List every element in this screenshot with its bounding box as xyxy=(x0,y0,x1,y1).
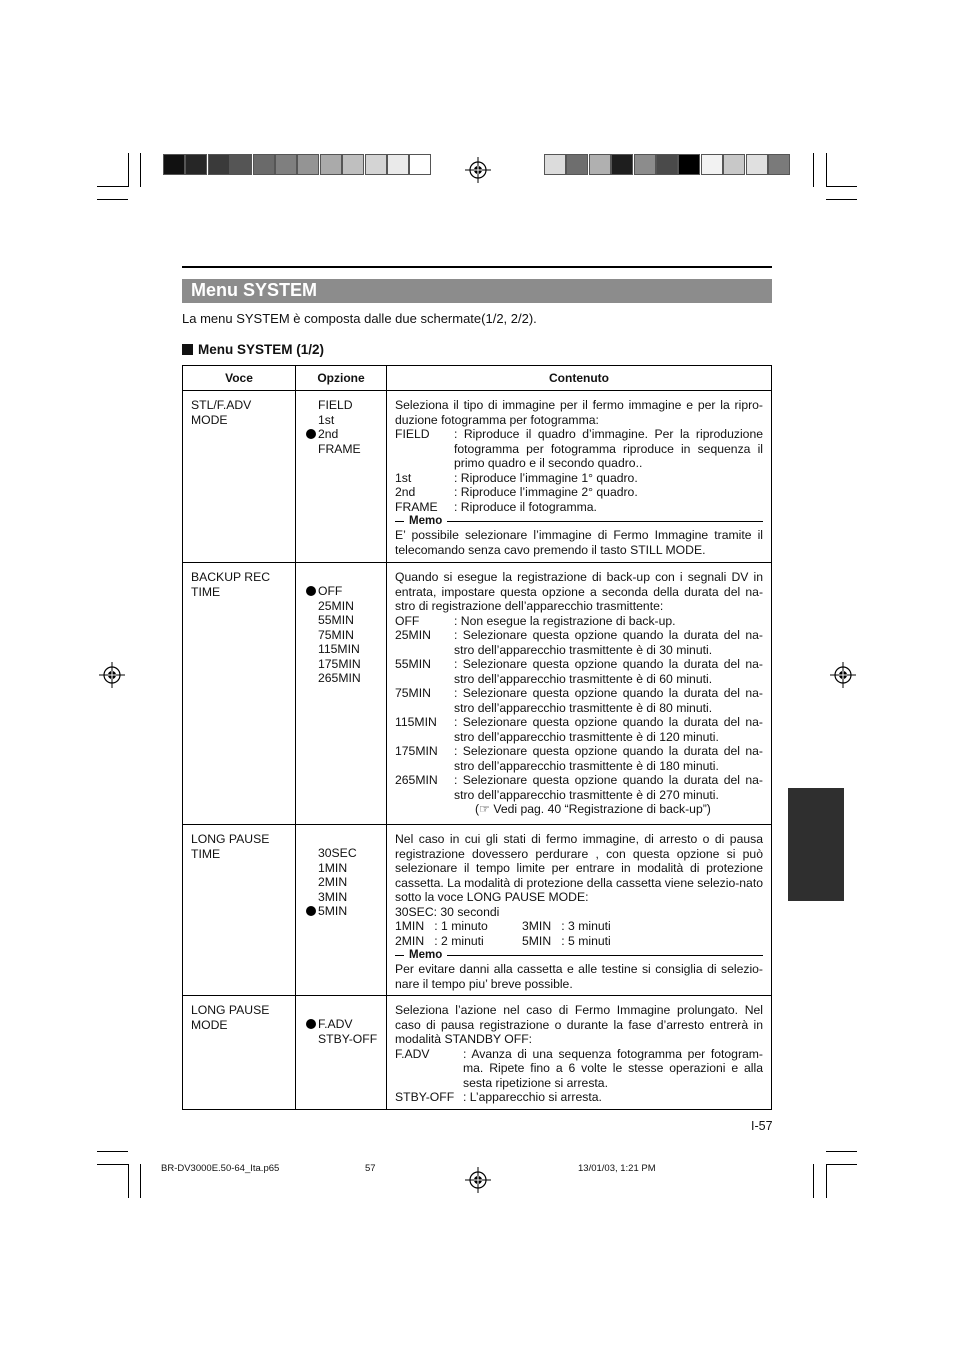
color-swatch xyxy=(768,154,790,175)
option-item: STBY-OFF xyxy=(318,1031,378,1046)
def-key: 175MIN xyxy=(395,744,438,758)
option-item: FIELD xyxy=(318,398,353,412)
header-voce: Voce xyxy=(183,366,296,391)
option-item: 2nd xyxy=(306,427,386,442)
chapter-tab xyxy=(788,788,844,901)
content-cell xyxy=(387,563,772,825)
def-key: FRAME xyxy=(395,499,438,514)
option-item: 3MIN xyxy=(318,889,348,904)
section-title-bar xyxy=(182,279,772,303)
square-bullet-icon xyxy=(182,344,193,355)
description: Quando si esegue la registrazione di back-up con i segnali DV in entrata, impostare questa opzione a seconda della durata del na-stro di registrazione dell’apparecchio trasmittente: xyxy=(395,570,763,613)
color-swatch xyxy=(342,154,364,175)
def-value: : Riproduce l’immagine 1° quadro. xyxy=(454,470,638,485)
def-value: : Selezionare questa opzione quando la durata del na-stro dell’apparecchio trasmittente è di 30 minuti. xyxy=(454,628,763,657)
def-key: 25MIN xyxy=(395,628,431,642)
color-swatch xyxy=(589,154,611,175)
def-key: 115MIN xyxy=(395,715,437,729)
table-row xyxy=(183,825,772,996)
option-item: 265MIN xyxy=(318,671,361,685)
def-value: : L’apparecchio si arresta. xyxy=(463,1090,602,1104)
option-item: 75MIN xyxy=(318,627,354,642)
option-cell xyxy=(296,825,387,996)
voce-cell: BACKUP REC TIME xyxy=(183,563,296,825)
registration-mark-icon xyxy=(99,662,125,688)
header-opzione: Opzione xyxy=(296,366,387,391)
page-number: I-57 xyxy=(751,1119,773,1133)
description: Seleziona il tipo di immagine per il fermo immagine e per la ripro-duzione fotogramma per fotogramma: xyxy=(395,398,763,427)
option-cell xyxy=(296,996,387,1110)
option-item: 1MIN xyxy=(318,860,348,875)
option-item: 55MIN xyxy=(318,613,354,627)
option-item: 25MIN xyxy=(318,598,354,613)
def-key: 2nd xyxy=(395,485,416,499)
def-value: : Riproduce l’immagine 2° quadro. xyxy=(454,485,638,499)
def-value: : Selezionare questa opzione quando la durata del na-stro dell’apparecchio trasmittente è di 180 minuti. xyxy=(454,744,763,773)
def-key: STBY-OFF xyxy=(395,1090,455,1104)
color-swatch xyxy=(678,154,700,175)
memo-text: E’ possibile selezionare l’immagine di Fermo Immagine tramite il telecomando senza cavo premendo il tasto STILL MODE. xyxy=(395,528,763,557)
def-key: FIELD xyxy=(395,427,430,441)
color-swatch xyxy=(275,154,297,175)
def-value: : Selezionare questa opzione quando la durata del na-stro dell’apparecchio trasmittente è di 60 minuti. xyxy=(454,657,763,686)
option-item: 5MIN xyxy=(306,904,386,919)
table-row xyxy=(183,391,772,563)
voce-cell: STL/F.ADV MODE xyxy=(183,391,296,563)
color-swatch xyxy=(634,154,656,175)
option-item: 115MIN xyxy=(318,642,360,656)
memo-text: Per evitare danni alla cassetta e alle testine si consiglia di selezio-nare il tempo piu’ breve possible. xyxy=(395,962,763,991)
def-key: F.ADV xyxy=(395,1046,430,1061)
color-swatch xyxy=(297,154,319,175)
color-swatch xyxy=(365,154,387,175)
header-contenuto: Contenuto xyxy=(387,366,772,391)
color-swatch xyxy=(566,154,588,175)
voce-cell: LONG PAUSE TIME xyxy=(183,825,296,996)
def-value: : Riproduce il quadro d’immagine. Per la riproduzione fotogramma per fotogramma riproduce in sequenza il primo quadro e il secondo quadro.. xyxy=(454,427,763,470)
table-header-row xyxy=(183,366,772,391)
def-value: : Non esegue la registrazione di back-up. xyxy=(454,613,676,628)
color-swatch xyxy=(387,154,409,175)
color-swatch xyxy=(320,154,342,175)
footer-file: BR-DV3000E.50-64_Ita.p65 xyxy=(161,1163,280,1174)
def-value: : Selezionare questa opzione quando la durata del na-stro dell’apparecchio trasmittente è di 120 minuti. xyxy=(454,715,763,744)
option-item: OFF xyxy=(306,584,386,599)
def-key: 1st xyxy=(395,470,412,485)
content-cell xyxy=(387,996,772,1110)
color-swatch xyxy=(746,154,768,175)
voce-cell: LONG PAUSE MODE xyxy=(183,996,296,1110)
description: Nel caso in cui gli stati di fermo immagine, di arresto o di pausa registrazione dovessero perdurare , con questa opzione si può selezionare il tempo limite per entrare in modalità di protezione cassetta. La modalità di protezione della cassetta viene selezio-nato sotto la voce LONG PAUSE MODE: xyxy=(395,832,763,904)
color-swatch xyxy=(611,154,633,175)
table-row xyxy=(183,563,772,825)
def-key: 265MIN xyxy=(395,773,438,787)
option-item: FRAME xyxy=(318,441,361,456)
footer-page: 57 xyxy=(365,1163,376,1174)
option-item: 2MIN xyxy=(318,875,348,889)
color-swatch xyxy=(253,154,275,175)
option-cell xyxy=(296,563,387,825)
subheading: Menu SYSTEM (1/2) xyxy=(182,342,324,357)
color-swatch xyxy=(701,154,723,175)
header-rule xyxy=(182,266,772,268)
intro-text: La menu SYSTEM è composta dalle due schermate(1/2, 2/2). xyxy=(182,311,537,326)
def-key: OFF xyxy=(395,613,420,628)
color-swatch xyxy=(208,154,230,175)
color-swatch xyxy=(544,154,566,175)
option-item: 175MIN xyxy=(318,656,361,671)
def-key: 55MIN xyxy=(395,657,431,671)
def-value: : Selezionare questa opzione quando la durata del na-stro dell’apparecchio trasmittente è di 80 minuti. xyxy=(454,686,763,715)
def-value: : Riproduce il fotogramma. xyxy=(454,499,597,514)
def-line: 30SEC: 30 secondi xyxy=(395,904,500,919)
color-swatch xyxy=(656,154,678,175)
duration-grid: 1MIN : 1 minuto 3MIN : 3 minuti 2MIN : 2 minuti 5MIN : 5 minuti xyxy=(395,919,611,948)
registration-mark-icon xyxy=(465,157,491,183)
menu-table xyxy=(182,365,772,1110)
content-cell xyxy=(387,391,772,563)
option-item: 30SEC xyxy=(318,846,357,860)
color-swatch xyxy=(409,154,431,175)
option-cell xyxy=(296,391,387,563)
color-swatch xyxy=(723,154,745,175)
description: Seleziona l’azione nel caso di Fermo Immagine prolungato. Nel caso di pausa registrazione o durante la fase d’arresto entrerà in modalità STANDBY OFF: xyxy=(395,1003,763,1046)
option-item: 1st xyxy=(318,412,335,427)
memo-heading: Memo xyxy=(395,514,763,528)
section-title: Menu SYSTEM xyxy=(191,280,318,300)
option-item: F.ADV xyxy=(306,1017,386,1032)
def-value: : Selezionare questa opzione quando la durata del na-stro dell’apparecchio trasmittente è di 270 minuti. xyxy=(454,773,763,802)
content-cell xyxy=(387,825,772,996)
memo-heading: Memo xyxy=(395,948,763,962)
color-swatch xyxy=(185,154,207,175)
color-swatch xyxy=(230,154,252,175)
def-value: : Avanza di una sequenza fotogramma per fotogram-ma. Ripete fino a 6 volte le stesse operazioni e alla sesta ripetizione si arresta. xyxy=(463,1046,763,1090)
color-swatch xyxy=(163,154,185,175)
registration-mark-icon xyxy=(465,1167,491,1193)
registration-mark-icon xyxy=(830,662,856,688)
page-reference: (☞ Vedi pag. 40 “Registrazione di back-up”) xyxy=(475,802,711,816)
def-key: 75MIN xyxy=(395,686,431,700)
table-row xyxy=(183,996,772,1110)
footer-date: 13/01/03, 1:21 PM xyxy=(578,1163,656,1174)
